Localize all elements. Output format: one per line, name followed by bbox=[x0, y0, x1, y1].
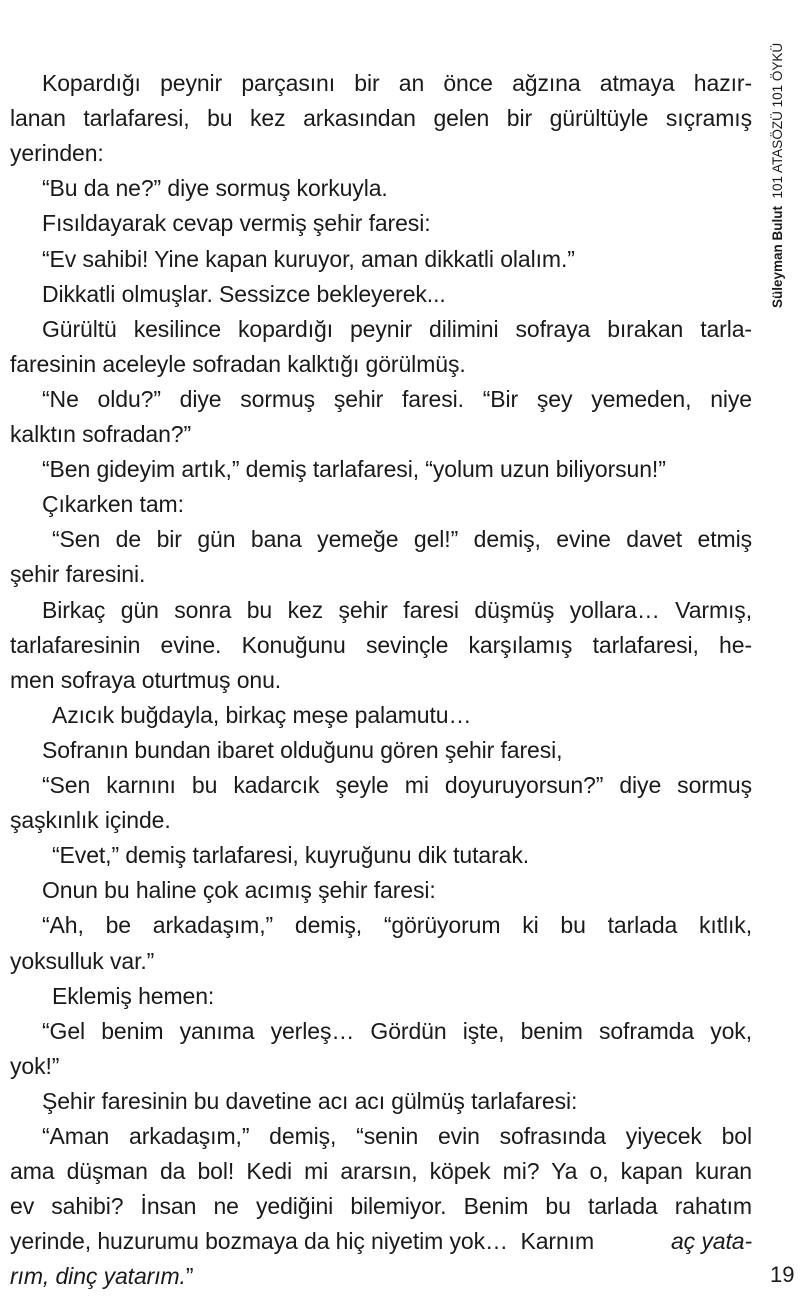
text-line: tarlafaresinin evine. Konuğunu sevinçle karşılamış tarlafaresi, he- bbox=[10, 631, 752, 658]
text-line: “Gel benim yanıma yerleş… Gördün işte, benim soframda yok, bbox=[42, 1017, 752, 1044]
text-line: Kopardığı peynir parçasını bir an önce ağzına atmaya hazır- bbox=[42, 70, 752, 96]
running-header bbox=[770, 0, 785, 308]
text-line: ama düşman da bol! Kedi mi ararsın, köpek mi? Ya o, kapan kuran bbox=[10, 1158, 752, 1185]
text-line: kalktın sofradan?” bbox=[10, 421, 192, 447]
text-line: Şehir faresinin bu davetine acı acı gülmüş tarlafaresi: bbox=[42, 1087, 578, 1114]
text-line: Sofranın bundan ibaret olduğunu gören şehir faresi, bbox=[42, 736, 563, 763]
text-line: Fısıldayarak cevap vermiş şehir faresi: bbox=[42, 210, 431, 237]
text-line: Gürültü kesilince kopardığı peynir dilimini sofraya bırakan tarla- bbox=[42, 315, 752, 342]
text-line bbox=[10, 1226, 752, 1256]
text-line bbox=[10, 1261, 752, 1291]
text-line: yok!” bbox=[10, 1052, 60, 1079]
page-number: 19 bbox=[770, 1262, 795, 1287]
text-line: şehir faresini. bbox=[10, 561, 146, 588]
text-line: “Ah, be arkadaşım,” demiş, “görüyorum ki bu tarlada kıtlık, bbox=[42, 912, 752, 939]
text-span: yerinde, huzurumu bozmaya da hiç niyetim yok… Karnım bbox=[10, 1228, 601, 1255]
text-line: yerinden: bbox=[10, 140, 104, 167]
closing-quote: ” bbox=[185, 1263, 194, 1290]
text-line: Eklemiş hemen: bbox=[52, 982, 215, 1009]
text-line: men sofraya oturtmuş onu. bbox=[10, 666, 282, 693]
text-line: şaşkınlık içinde. bbox=[10, 807, 171, 834]
text-line: ev sahibi? İnsan ne yediğini bilemiyor. Benim bu tarlada rahatım bbox=[10, 1193, 752, 1220]
text-line: “Bu da ne?” diye sormuş korkuyla. bbox=[42, 175, 388, 202]
text-line: “Ev sahibi! Yine kapan kuruyor, aman dikkatli olalım.” bbox=[42, 245, 575, 272]
text-line: lanan tarlafaresi, bu kez arkasından gelen bir gürültüyle sıçramış bbox=[10, 105, 752, 132]
italic-text: aç yata- bbox=[670, 1228, 752, 1255]
author-name: Süleyman Bulut bbox=[770, 205, 785, 308]
text-line: “Sen karnını bu kadarcık şeyle mi doyuruyorsun?” diye sormuş bbox=[42, 772, 752, 798]
text-line: “Ben gideyim artık,” demiş tarlafaresi, “yolum uzun biliyorsun!” bbox=[42, 456, 666, 483]
text-line: “Sen de bir gün bana yemeğe gel!” demiş, evine davet etmiş bbox=[52, 526, 752, 553]
text-line: Onun bu haline çok acımış şehir faresi: bbox=[42, 877, 436, 904]
text-line: faresinin aceleyle sofradan kalktığı görülmüş. bbox=[10, 350, 466, 377]
text-line: yoksulluk var.” bbox=[10, 947, 155, 974]
book-title: 101 ATASÖZÜ 101 ÖYKÜ bbox=[770, 42, 785, 199]
text-line: Birkaç gün sonra bu kez şehir faresi düşmüş yollara… Varmış, bbox=[42, 596, 752, 623]
text-line: Dikkatli olmuşlar. Sessizce bekleyerek... bbox=[42, 280, 446, 307]
text-line: “Ne oldu?” diye sormuş şehir faresi. “Bir şey yemeden, niye bbox=[42, 385, 752, 412]
text-line: Azıcık buğdayla, birkaç meşe palamutu… bbox=[52, 701, 472, 728]
text-line: Çıkarken tam: bbox=[42, 491, 184, 518]
text-line: “Aman arkadaşım,” demiş, “senin evin sofrasında yiyecek bol bbox=[42, 1123, 752, 1149]
text-line: “Evet,” demiş tarlafaresi, kuyruğunu dik tutarak. bbox=[52, 842, 530, 869]
italic-text: rım, dinç yatarım. bbox=[10, 1263, 186, 1290]
